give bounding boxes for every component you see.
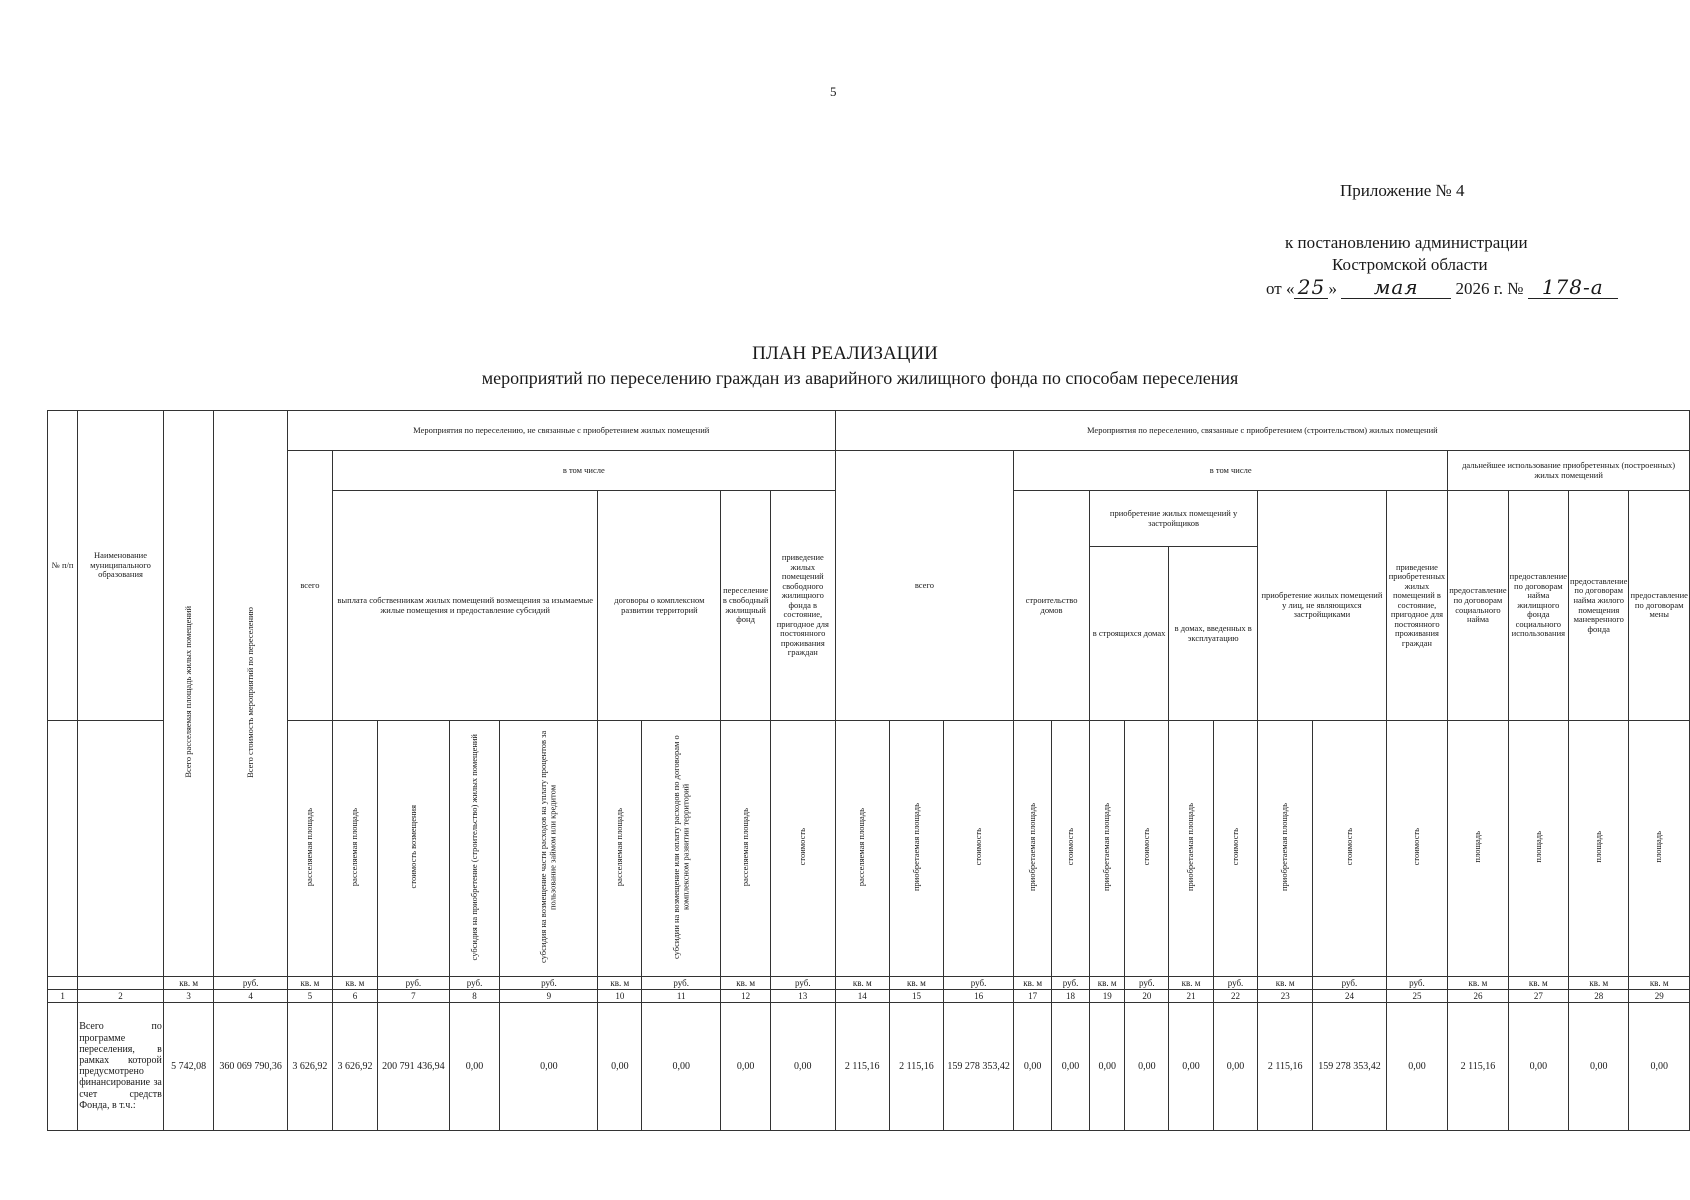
row-value: 2 115,16 xyxy=(835,1002,889,1130)
header-b-nondev: приобретение жилых помещений у лиц, не являющихся застройщиками xyxy=(1258,491,1386,721)
column-number: 13 xyxy=(770,989,835,1002)
row-value: 0,00 xyxy=(1213,1002,1257,1130)
unit-cell: руб. xyxy=(1313,976,1386,989)
date-month: мая xyxy=(1341,276,1451,299)
plan-subtitle: мероприятий по переселению граждан из аварийного жилищного фонда по способам переселения xyxy=(481,368,1239,388)
sub-c19: приобретаемая площадь xyxy=(1089,721,1125,977)
header-a-payout: выплата собственникам жилых помещений возмещения за изымаемые жилые помещения и предоставление субсидий xyxy=(332,491,598,721)
unit-cell: кв. м xyxy=(163,976,214,989)
sub-c5: расселяемая площадь xyxy=(287,721,332,977)
header-b-total: всего xyxy=(835,451,1013,721)
column-number: 22 xyxy=(1213,989,1257,1002)
row-value: 0,00 xyxy=(1014,1002,1052,1130)
column-number: 8 xyxy=(449,989,500,1002)
row-value: 0,00 xyxy=(770,1002,835,1130)
row-value: 0,00 xyxy=(598,1002,642,1130)
table-row xyxy=(48,1002,1690,1130)
column-number: 27 xyxy=(1508,989,1568,1002)
row-value: 2 115,16 xyxy=(889,1002,943,1130)
document-number: 178-а xyxy=(1528,276,1618,299)
header-b-developers: приобретение жилых помещений у застройщиков xyxy=(1089,491,1257,547)
unit-cell: руб. xyxy=(449,976,500,989)
row-value: 0,00 xyxy=(1052,1002,1090,1130)
unit-cell: кв. м xyxy=(1569,976,1629,989)
unit-cell: кв. м xyxy=(287,976,332,989)
date-mid: » xyxy=(1328,279,1337,298)
sub-c18: стоимость xyxy=(1052,721,1090,977)
units-row xyxy=(48,976,1690,989)
appendix-resolution: к постановлению администрации xyxy=(1285,233,1528,252)
unit-cell: кв. м xyxy=(835,976,889,989)
unit-cell: кв. м xyxy=(1258,976,1313,989)
column-number: 11 xyxy=(642,989,721,1002)
unit-cell: кв. м xyxy=(332,976,377,989)
row-value: 0,00 xyxy=(1386,1002,1448,1130)
unit-cell xyxy=(78,976,164,989)
header-no-cont xyxy=(48,721,78,977)
sub-c27: площадь xyxy=(1508,721,1568,977)
column-number: 21 xyxy=(1169,989,1214,1002)
column-number: 16 xyxy=(944,989,1014,1002)
unit-cell: кв. м xyxy=(1014,976,1052,989)
row-number xyxy=(48,1002,78,1130)
column-number: 23 xyxy=(1258,989,1313,1002)
header-no: № п/п xyxy=(48,411,78,721)
row-value: 0,00 xyxy=(1169,1002,1214,1130)
date-day: 25 xyxy=(1294,276,1328,299)
header-total-cost: Всего стоимость мероприятий по переселению xyxy=(214,411,287,977)
page-number: 5 xyxy=(830,84,837,99)
column-numbers-row xyxy=(48,989,1690,1002)
row-value: 0,00 xyxy=(642,1002,721,1130)
unit-cell: кв. м xyxy=(1448,976,1508,989)
sub-c21: приобретаемая площадь xyxy=(1169,721,1214,977)
unit-cell: кв. м xyxy=(889,976,943,989)
sub-c6: расселяемая площадь xyxy=(332,721,377,977)
unit-cell: кв. м xyxy=(1089,976,1125,989)
row-value: 0,00 xyxy=(721,1002,771,1130)
row-value: 3 626,92 xyxy=(332,1002,377,1130)
header-dev-constructing: в строящихся домах xyxy=(1089,547,1168,721)
row-value: 200 791 436,94 xyxy=(378,1002,450,1130)
unit-cell: руб. xyxy=(1125,976,1169,989)
sub-c10: расселяемая площадь xyxy=(598,721,642,977)
sub-c25: стоимость xyxy=(1386,721,1448,977)
column-number: 3 xyxy=(163,989,214,1002)
column-number: 12 xyxy=(721,989,771,1002)
unit-cell: руб. xyxy=(642,976,721,989)
unit-cell: кв. м xyxy=(721,976,771,989)
column-number: 26 xyxy=(1448,989,1508,1002)
sub-c9: субсидия на возмещение части расходов на уплату процентов за пользование займом или кредитом xyxy=(500,721,598,977)
unit-cell: кв. м xyxy=(1629,976,1690,989)
column-number: 6 xyxy=(332,989,377,1002)
header-use-exchange: предоставление по договорам мены xyxy=(1629,491,1690,721)
row-value: 360 069 790,36 xyxy=(214,1002,287,1130)
unit-cell: кв. м xyxy=(1169,976,1214,989)
sub-c29: площадь xyxy=(1629,721,1690,977)
row-value: 0,00 xyxy=(500,1002,598,1130)
plan-table xyxy=(47,410,1690,1131)
column-number: 15 xyxy=(889,989,943,1002)
header-municipality: Наименование муниципального образования xyxy=(78,411,164,721)
row-value: 159 278 353,42 xyxy=(944,1002,1014,1130)
column-number: 2 xyxy=(78,989,164,1002)
header-a-bring: приведение жилых помещений свободного жилищного фонда в состояние, пригодное для постоянного проживания граждан xyxy=(770,491,835,721)
unit-cell: руб. xyxy=(1386,976,1448,989)
row-value: 5 742,08 xyxy=(163,1002,214,1130)
sub-c7: стоимость возмещения xyxy=(378,721,450,977)
row-value: 0,00 xyxy=(449,1002,500,1130)
row-value: 0,00 xyxy=(1629,1002,1690,1130)
sub-c22: стоимость xyxy=(1213,721,1257,977)
header-b-bring: приведение приобретенных жилых помещений в состояние, пригодное для постоянного проживания граждан xyxy=(1386,491,1448,721)
header-b-further: дальнейшее использование приобретенных (построенных) жилых помещений xyxy=(1448,451,1690,491)
sub-c24: стоимость xyxy=(1313,721,1386,977)
header-a-incl: в том числе xyxy=(332,451,835,491)
header-group-b: Мероприятия по переселению, связанные с приобретением (строительством) жилых помещений xyxy=(835,411,1689,451)
sub-c12: расселяемая площадь xyxy=(721,721,771,977)
sub-c20: стоимость xyxy=(1125,721,1169,977)
column-number: 4 xyxy=(214,989,287,1002)
row-value: 3 626,92 xyxy=(287,1002,332,1130)
header-use-soc-fund: предоставление по договорам найма жилищного фонда социального использования xyxy=(1508,491,1568,721)
column-number: 20 xyxy=(1125,989,1169,1002)
sub-c8: субсидия на приобретение (строительство) жилых помещений xyxy=(449,721,500,977)
unit-cell: кв. м xyxy=(598,976,642,989)
header-b-build: строительство домов xyxy=(1014,491,1090,721)
column-number: 17 xyxy=(1014,989,1052,1002)
row-value: 0,00 xyxy=(1569,1002,1629,1130)
appendix-label: Приложение № 4 xyxy=(1340,181,1465,200)
column-number: 28 xyxy=(1569,989,1629,1002)
appendix-region: Костромской области xyxy=(1332,255,1488,274)
column-number: 1 xyxy=(48,989,78,1002)
header-total-area: Всего расселяемая площадь жилых помещений xyxy=(163,411,214,977)
header-group-a: Мероприятия по переселению, не связанные с приобретением жилых помещений xyxy=(287,411,835,451)
header-a-contracts: договоры о комплексном развитии территорий xyxy=(598,491,721,721)
header-b-incl: в том числе xyxy=(1014,451,1448,491)
column-number: 5 xyxy=(287,989,332,1002)
column-number: 24 xyxy=(1313,989,1386,1002)
header-a-free: переселение в свободный жилищный фонд xyxy=(721,491,771,721)
date-year: 2026 г. № xyxy=(1455,279,1524,298)
row-value: 0,00 xyxy=(1508,1002,1568,1130)
unit-cell: руб. xyxy=(944,976,1014,989)
sub-c28: площадь xyxy=(1569,721,1629,977)
unit-cell: руб. xyxy=(770,976,835,989)
header-name-cont xyxy=(78,721,164,977)
row-value: 0,00 xyxy=(1125,1002,1169,1130)
column-number: 19 xyxy=(1089,989,1125,1002)
date-prefix: от « xyxy=(1266,279,1295,298)
sub-c26: площадь xyxy=(1448,721,1508,977)
sub-c11: субсидии на возмещение или оплату расходов по договорам о комплексном развитии территорий xyxy=(642,721,721,977)
sub-c14: расселяемая площадь xyxy=(835,721,889,977)
unit-cell: руб. xyxy=(1213,976,1257,989)
column-number: 9 xyxy=(500,989,598,1002)
sub-c17: приобретаемая площадь xyxy=(1014,721,1052,977)
sub-c13: стоимость xyxy=(770,721,835,977)
header-dev-commissioned: в домах, введенных в эксплуатацию xyxy=(1169,547,1258,721)
header-use-social: предоставление по договорам социального найма xyxy=(1448,491,1508,721)
header-use-manev: предоставление по договорам найма жилого помещения маневренного фонда xyxy=(1569,491,1629,721)
sub-c15: приобретаемая площадь xyxy=(889,721,943,977)
unit-cell: руб. xyxy=(214,976,287,989)
sub-c16: стоимость xyxy=(944,721,1014,977)
unit-cell xyxy=(48,976,78,989)
column-number: 10 xyxy=(598,989,642,1002)
column-number: 29 xyxy=(1629,989,1690,1002)
unit-cell: руб. xyxy=(1052,976,1090,989)
column-number: 7 xyxy=(378,989,450,1002)
row-value: 0,00 xyxy=(1089,1002,1125,1130)
row-name: Всего по программе переселения, в рамках которой предусмотрено финансирование за счет средств Фонда, в т.ч.: xyxy=(78,1002,164,1130)
unit-cell: кв. м xyxy=(1508,976,1568,989)
column-number: 18 xyxy=(1052,989,1090,1002)
appendix-date-line xyxy=(1266,276,1618,300)
sub-c23: приобретаемая площадь xyxy=(1258,721,1313,977)
column-number: 14 xyxy=(835,989,889,1002)
unit-cell: руб. xyxy=(378,976,450,989)
header-a-total: всего xyxy=(287,451,332,721)
row-value: 2 115,16 xyxy=(1258,1002,1313,1130)
unit-cell: руб. xyxy=(500,976,598,989)
plan-title: ПЛАН РЕАЛИЗАЦИИ xyxy=(752,343,938,364)
row-value: 159 278 353,42 xyxy=(1313,1002,1386,1130)
column-number: 25 xyxy=(1386,989,1448,1002)
row-value: 2 115,16 xyxy=(1448,1002,1508,1130)
